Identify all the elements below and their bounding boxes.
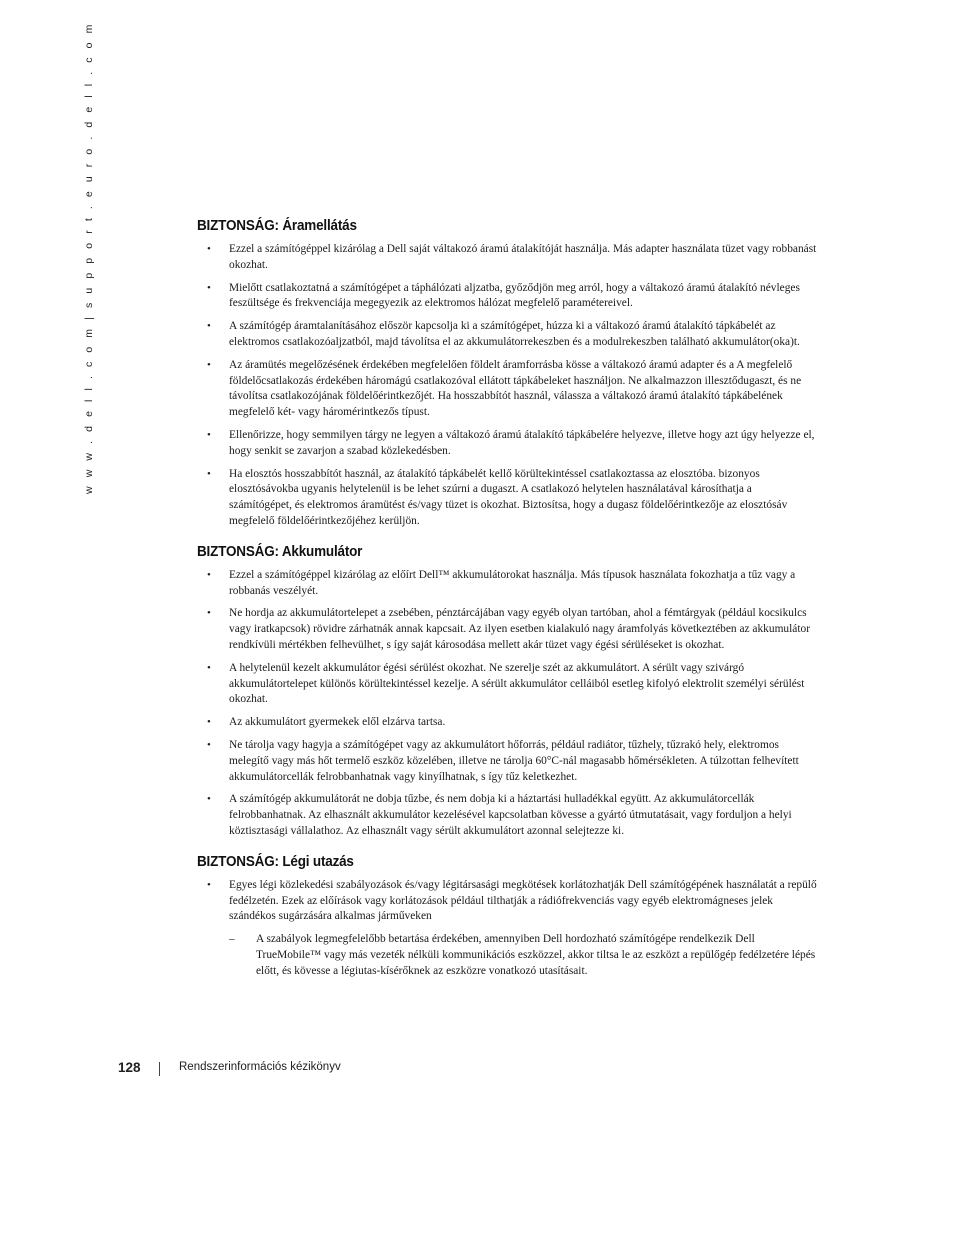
dash-icon: –: [229, 933, 235, 946]
bullet-icon: •: [207, 467, 211, 480]
list-item: • Egyes légi közlekedési szabályozások és/vagy légitársasági megkötések korlátozhatják Dell számítógépének használatát a repülő fedélzetén. Ezek az előírások vagy korlátozások például tilthatják a rádiófrekvenciás vagy egyéb elektromágneses jelek szándékos sugárzására alkalmas járműveken – A szabályok legmegfelelőbb betartása érdekében, amennyiben Dell hordozható számítógépe rendelkezik Dell TrueMobile™ vagy más vezeték nélküli kommunikációs eszközzel, akkor tiltsa le az eszközt a repülőgép fedélzetére lépés előtt, és kövesse a légiutas-kísérőknek az eszközre vonatkozó utasításait.: [197, 878, 817, 980]
page-content: [197, 218, 817, 986]
footer-divider: [159, 1062, 160, 1076]
list-item: • Az áramütés megelőzésének érdekében megfelelően földelt áramforrásba kösse a váltakozó áramú adapter és a A megfelelő földelőcsatlakozás érdekében háromágú csatlakozóval ellátott tápkábeleket használjon. Ne alkalmazzon illesztődugaszt, és ne távolítsa csatlakozójának földelőérintkezőjét. Ha hosszabbítót használ, válassza a váltakozó áramú átalakító tápkábelének megfelelő két- vagy háromérintkezős típust.: [207, 358, 802, 419]
bullet-icon: •: [207, 243, 211, 255]
bullet-icon: •: [207, 281, 211, 294]
sub-list-item: – A szabályok legmegfelelőbb betartása érdekében, amennyiben Dell hordozható számítógépe rendelkezik Dell TrueMobile™ vagy más vezeték nélküli kommunikációs eszközzel, akkor tiltsa le az eszközt a repülőgép fedélzetére lépés előtt, és kövesse a légiutas-kísérőknek az eszközre vonatkozó utasításait.: [229, 933, 816, 977]
list-item: • Ezzel a számítógéppel kizárólag a Dell saját váltakozó áramú átalakítóját használja. Más adapter használata tüzet vagy robbanást okozhat.: [207, 243, 817, 271]
sub-list: [229, 932, 817, 979]
list-item: • A számítógép akkumulátorát ne dobja tűzbe, és nem dobja ki a háztartási hulladékkal együtt. Az akkumulátorcellák felrobbanhatnak. Az elhasznált akkumulátor kezelésével kapcsolatban kövesse a gyártó útmutatásait, vagy forduljon a helyi köztisztasági vállalathoz. Az elhasznált vagy sérült akkumulátort azonnal selejtezze ki.: [207, 793, 792, 837]
list-item: • Ne hordja az akkumulátortelepet a zsebében, pénztárcájában vagy egyéb olyan tartóban, ahol a fémtárgyak (például kocsikulcs vagy iratkapcsok) rövidre zárhatnák annak kapcsait. Az ilyen esetben kialakuló nagy áramfolyás következtében az akkumulátor rendkívüli mértékben felhevülhet, s így saját károsodása mellett akár tüzet vagy égési sérüléseket is okozhat.: [207, 607, 811, 651]
section-heading-air-travel: BIZTONSÁG: Légi utazás: [197, 853, 354, 870]
list-item: • Ellenőrizze, hogy semmilyen tárgy ne legyen a váltakozó áramú átalakító tápkábelére helyezve, illetve hogy azt úgy helyezze el, hogy senkit se zavarjon a szabad közlekedésben.: [207, 428, 815, 457]
footer-doc-title: Rendszerinformációs kézikönyv: [179, 1061, 341, 1073]
list-item: • Ne tárolja vagy hagyja a számítógépet vagy az akkumulátort hőforrás, például radiátor, tűzhely, tűzrakó hely, elektromos melegítő vagy más hőt termelő eszköz közelében, illetve ne tárolja 60°C-nál magasabb hőmérsékleten. A túlzottan felhevített akkumulátorcellák felrobbanhatnak vagy kinyílhatnak, s így tűz keletkezhet.: [207, 738, 799, 783]
list-item: • A számítógép áramtalanításához először kapcsolja ki a számítógépet, húzza ki a váltakozó áramú átalakító tápkábelét az elektromos csatlakozóaljzatból, majd távolítsa el az akkumulátorrekeszben és a modulrekeszben található akkumulátor(oka)t.: [207, 320, 800, 348]
bullet-icon: •: [207, 716, 211, 729]
list-item: • Ha elosztós hosszabbítót használ, az átalakító tápkábelét kellő körültekintéssel csatlakoztassa az elosztóba. bizonyos elosztósávokba ugyanis helytelenül is be lehet szúrni a dugaszt. A csatlakozó helytelen használatával károsíthatja a számítógépet, és elektromos áramütést és/vagy tüzet is okozhat. Biztosítsa, hogy a dugasz földelőérintkezője az elosztósáv megfelelő földelőérintkezőjéhez kerüljön.: [207, 467, 788, 527]
bullet-icon: •: [207, 607, 211, 620]
battery-safety-list: [197, 568, 817, 840]
air-travel-safety-list: [197, 878, 817, 980]
bullet-icon: •: [207, 320, 211, 333]
section-heading-battery: BIZTONSÁG: Akkumulátor: [197, 543, 363, 560]
bullet-icon: •: [207, 428, 211, 441]
list-item: • A helytelenül kezelt akkumulátor égési sérülést okozhat. Ne szerelje szét az akkumulátort. A sérült vagy szivárgó akkumulátortelepet különös körültekintéssel kezelje. A sérült akkumulátor celláiból esetleg kifolyó elektrolit személyi sérülést okozhat.: [207, 661, 805, 706]
section-heading-power: BIZTONSÁG: Áramellátás: [197, 218, 357, 234]
bullet-icon: •: [207, 661, 211, 674]
page-number: 128: [118, 1060, 141, 1075]
list-item: • Ezzel a számítógéppel kizárólag az előírt Dell™ akkumulátorokat használja. Más típusok használata fokozhatja a tűz vagy a robbanás veszélyét.: [207, 568, 796, 597]
power-safety-list: [197, 242, 817, 530]
bullet-icon: •: [207, 878, 211, 891]
bullet-icon: •: [207, 568, 211, 581]
bullet-icon: •: [207, 793, 211, 806]
bullet-icon: •: [207, 358, 211, 371]
list-item: • Az akkumulátort gyermekek elől elzárva tartsa.: [197, 715, 817, 731]
list-item: • Mielőtt csatlakoztatná a számítógépet a táphálózati aljzatba, győződjön meg arról, hogy a váltakozó áramú átalakító névleges feszültsége és frekvenciája megegyezik az elektromos hálózat megfelelő paramétereivel.: [207, 281, 800, 310]
side-url: w w w . d e l l . c o m | s u p p o r t . e u r o . d e l l . c o m: [83, 21, 95, 494]
bullet-icon: •: [207, 738, 211, 751]
